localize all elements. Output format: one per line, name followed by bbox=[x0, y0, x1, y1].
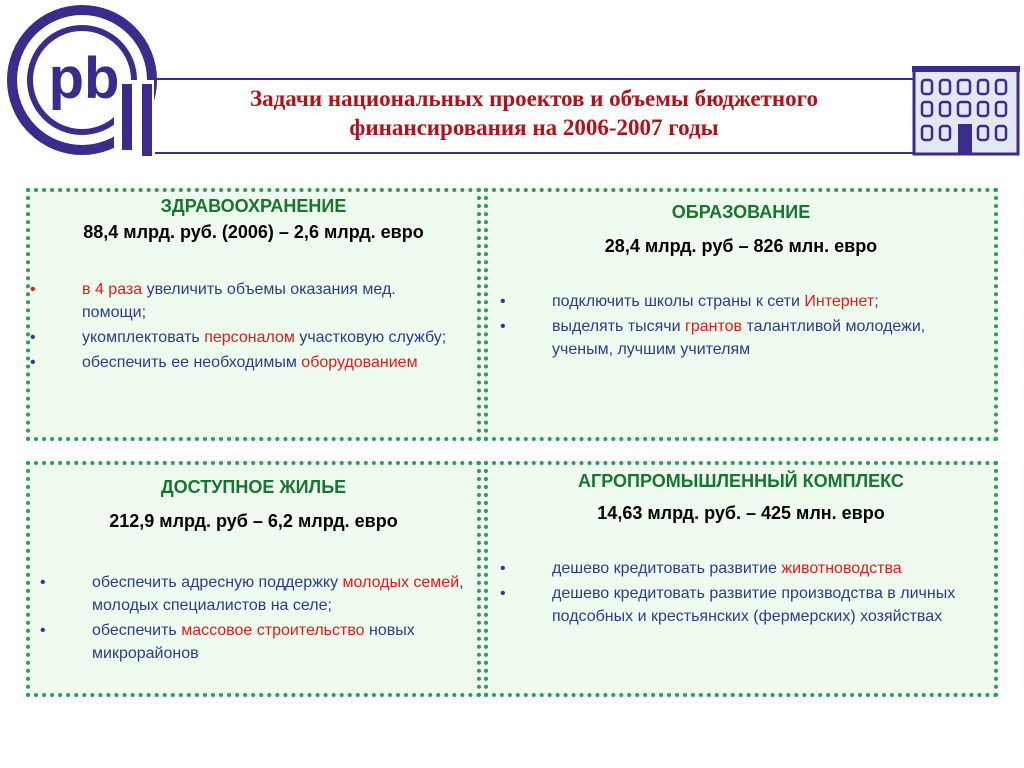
page-title bbox=[158, 84, 910, 142]
bullet-icon: • bbox=[500, 318, 506, 335]
panel-funding: 212,9 млрд. руб – 6,2 млрд. евро bbox=[109, 511, 398, 531]
item-text: подключить школы страны к сети bbox=[552, 293, 805, 310]
panel-education bbox=[484, 188, 998, 441]
list-item bbox=[30, 278, 460, 324]
list-item bbox=[500, 582, 990, 628]
logo-text: pb bbox=[48, 46, 120, 111]
panel-title: ЗДРАВООХРАНЕНИЕ bbox=[160, 196, 347, 216]
list-item bbox=[500, 315, 970, 361]
list-item bbox=[30, 351, 460, 374]
list-item bbox=[40, 619, 470, 665]
item-text: участковую службу; bbox=[294, 329, 447, 346]
item-text: обеспечить bbox=[92, 622, 182, 639]
item-text: новых микрорайонов bbox=[92, 622, 415, 662]
list-item bbox=[40, 571, 470, 617]
highlight-text: оборудованием bbox=[301, 354, 418, 371]
panel-housing bbox=[26, 461, 481, 697]
building-icon bbox=[910, 56, 1022, 156]
task-list bbox=[500, 290, 970, 363]
panel-funding: 88,4 млрд. руб. (2006) – 2,6 млрд. евро bbox=[83, 222, 424, 242]
highlight-text: Интернет bbox=[804, 293, 875, 310]
task-list bbox=[30, 278, 460, 376]
panel-title: ОБРАЗОВАНИЕ bbox=[671, 202, 811, 222]
list-item bbox=[500, 290, 970, 313]
bullet-icon: • bbox=[30, 329, 36, 346]
item-text: дешево кредитовать развитие производства в личных подсобных и крестьянских (фермерских) хозяйствах bbox=[552, 585, 956, 625]
highlight-text: массовое строительство bbox=[181, 622, 365, 639]
title-line-1: Задачи национальных проектов и объемы бюджетного bbox=[250, 86, 818, 111]
item-text: укомплектовать bbox=[82, 329, 205, 346]
highlight-text: в 4 раза bbox=[82, 281, 143, 298]
task-list bbox=[500, 557, 990, 630]
bullet-icon: • bbox=[30, 354, 36, 371]
bullet-icon: • bbox=[40, 574, 46, 591]
panel-title: АГРОПРОМЫШЛЕННЫЙ КОМПЛЕКС bbox=[578, 471, 904, 491]
bullet-icon: • bbox=[500, 560, 506, 577]
title-line-2: финансирования на 2006-2007 годы bbox=[349, 115, 719, 140]
bullet-icon: • bbox=[30, 281, 36, 298]
list-item bbox=[500, 557, 990, 580]
panel-funding: 14,63 млрд. руб. – 425 млн. евро bbox=[597, 503, 885, 523]
panel-health bbox=[26, 188, 481, 441]
highlight-text: животноводства bbox=[781, 560, 902, 577]
item-text: , молодых специалистов на селе; bbox=[92, 574, 464, 614]
item-text: обеспечить ее необходимым bbox=[82, 354, 302, 371]
panel-agro bbox=[484, 461, 998, 697]
item-text: ; bbox=[874, 293, 879, 310]
highlight-text: грантов bbox=[685, 318, 743, 335]
item-text: дешево кредитовать развитие bbox=[552, 560, 782, 577]
panel-funding: 28,4 млрд. руб – 826 млн. евро bbox=[604, 236, 878, 256]
panel-title: ДОСТУПНОЕ ЖИЛЬЕ bbox=[160, 477, 347, 497]
task-list bbox=[40, 571, 470, 667]
list-item bbox=[30, 326, 460, 349]
item-text: талантливой молодежи, ученым, лучшим учителям bbox=[552, 318, 926, 358]
bullet-icon: • bbox=[500, 585, 506, 602]
bullet-icon: • bbox=[40, 622, 46, 639]
item-text: выделять тысячи bbox=[552, 318, 686, 335]
bullet-icon: • bbox=[500, 293, 506, 310]
highlight-text: персоналом bbox=[204, 329, 295, 346]
item-text: обеспечить адресную поддержку bbox=[92, 574, 343, 591]
highlight-text: молодых семей bbox=[342, 574, 460, 591]
item-text: увеличить объемы оказания мед. помощи; bbox=[82, 281, 396, 321]
logo-icon bbox=[6, 4, 158, 156]
